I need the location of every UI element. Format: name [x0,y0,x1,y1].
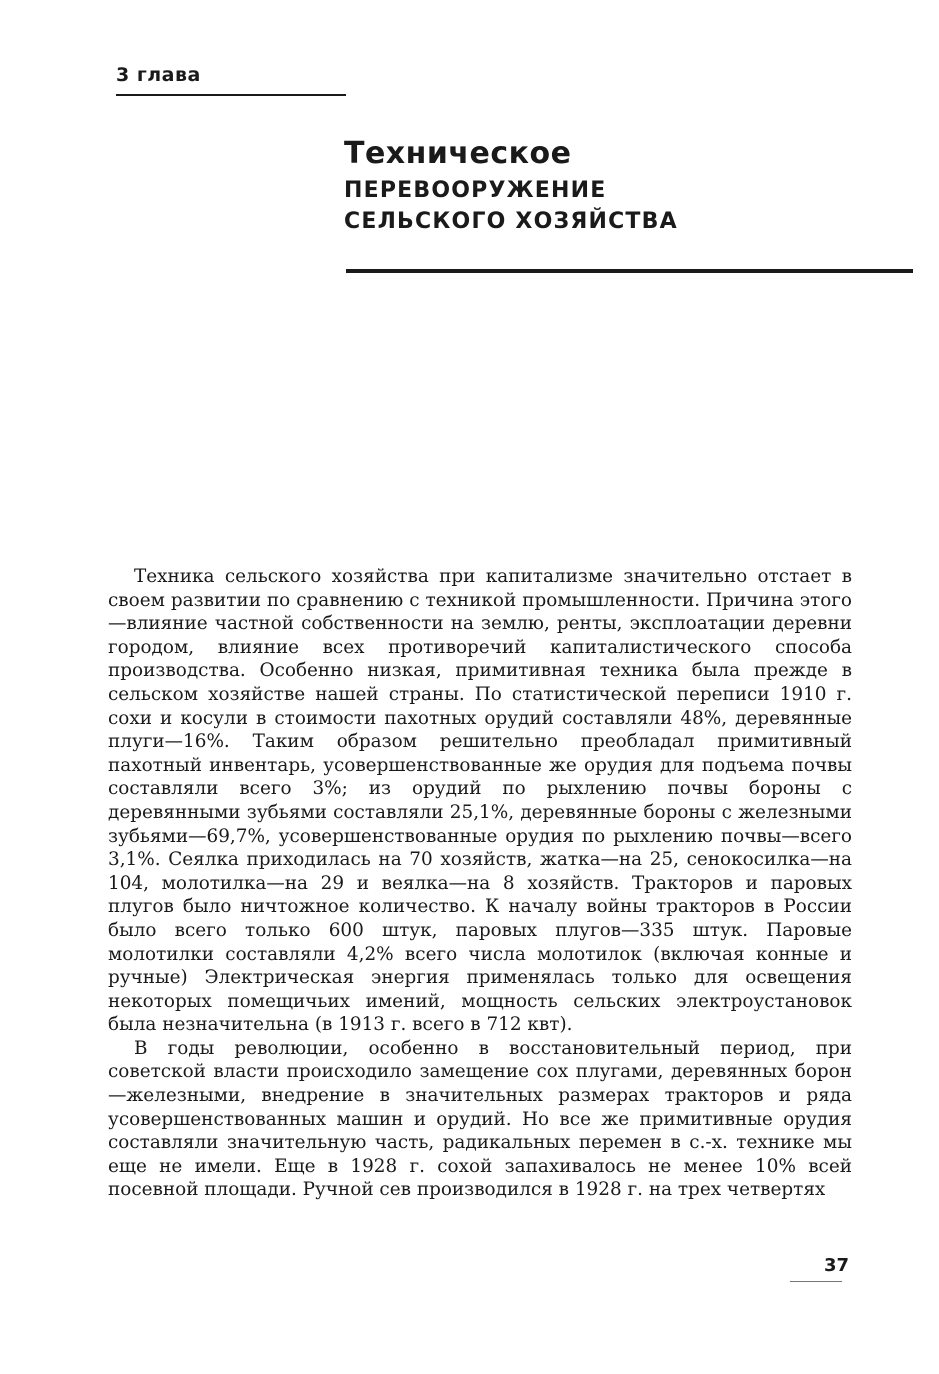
chapter-divider [116,94,346,96]
body-paragraph: В годы революции, особенно в восстановительный период, при советской власти происходило замещение сох плугами, деревянных борон—железными, внедрение в значительных размерах тракторов и ряда усовершенствованных машин и орудий. Но все же примитивные орудия составляли значительную часть, радикальных перемен в с.-х. технике мы еще не имели. Еще в 1928 г. сохой запахивалось не менее 10% всей посевной площади. Ручной сев производился в 1928 г. на трех четвертях [108,1037,852,1201]
title-line-1: Техническое [344,136,572,171]
title-line-3: СЕЛЬСКОГО ХОЗЯЙСТВА [344,209,678,234]
title-line-2: ПЕРЕВООРУЖЕНИЕ [344,177,607,203]
chapter-title [344,135,678,236]
title-divider [346,269,913,273]
page-number-underline [790,1281,842,1282]
body-paragraph: Техника сельского хозяйства при капитализме значительно отстает в своем развитии по сравнению с техникой промышленности. Причина этого—влияние частной собственности на землю, ренты, эксплоатации деревни городом, влияние всех противоречий капиталистического способа производства. Особенно низкая, примитивная техника была прежде в сельском хозяйстве нашей страны. По статистической переписи 1910 г. сохи и косули в стоимости пахотных орудий составляли 48%, деревянные плуги—16%. Таким образом решительно преобладал примитивный пахотный инвентарь, усовершенствованные же орудия для подъема почвы составляли всего 3%; из орудий по рыхлению почвы бороны с деревянными зубьями составляли 25,1%, деревянные бороны с железными зубьями—69,7%, усовершенствованные орудия по рыхлению почвы—всего 3,1%. Сеялка приходилась на 70 хозяйств, жатка—на 25, сенокосилка—на 104, молотилка—на 29 и веялка—на 8 хозяйств. Тракторов и паровых плугов было ничтожное количество. К началу войны тракторов в России было всего только 600 штук, паровых плугов—335 штук. Паровые молотилки составляли 4,2% всего числа молотилок (включая конные и ручные) Электрическая энергия применялась только для освещения некоторых помещичьих имений, мощность сельских электроустановок была незначительна (в 1913 г. всего в 712 квт). [108,566,852,1036]
body-text [108,565,852,1202]
page-number: 37 [824,1255,850,1276]
chapter-label: 3 глава [116,64,201,86]
